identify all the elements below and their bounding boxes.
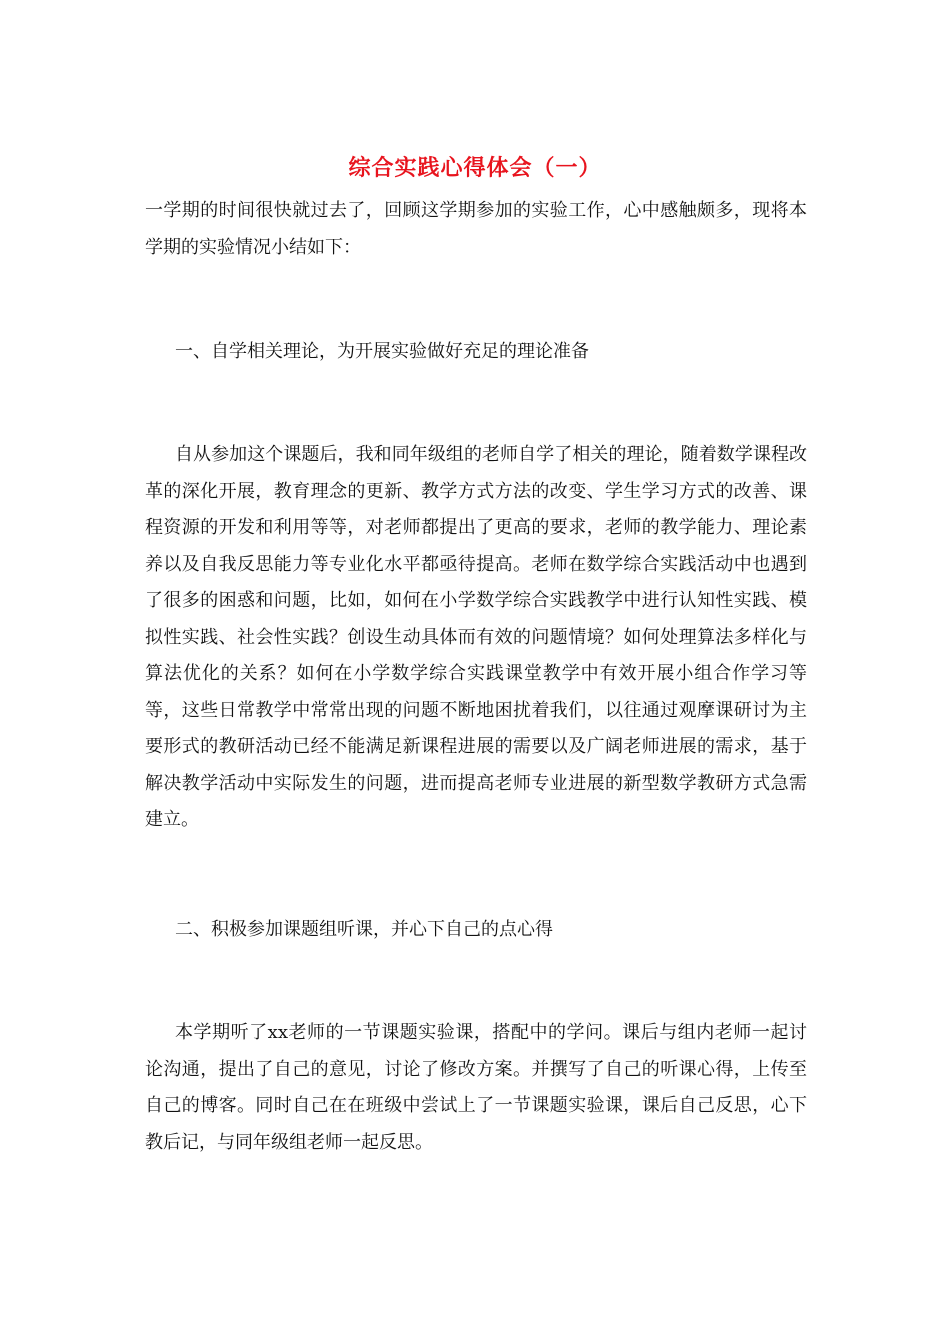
section-2-heading: 二、积极参加课题组听课，并心下自己的点心得: [175, 919, 553, 940]
section-2-body: 本学期听了xx老师的一节课题实验课，搭配中的学问。课后与组内老师一起讨论沟通，提出了自己的意见，讨论了修改方案。并撰写了自己的听课心得，上传至自己的博客。同时自己在在班级中尝试上了一节课题实验课，课后自己反思，心下教后记，与同年级组老师一起反思。: [145, 1022, 807, 1153]
section-1-heading: 一、自学相关理论，为开展实验做好充足的理论准备: [175, 341, 589, 362]
intro-paragraph: 一学期的时间很快就过去了，回顾这学期参加的实验工作，心中感触颇多，现将本学期的实验情况小结如下：: [145, 200, 807, 258]
section-1-body: 自从参加这个课题后，我和同年级组的老师自学了相关的理论，随着数学课程改革的深化开展，教育理念的更新、教学方式方法的改变、学生学习方式的改善、课程资源的开发和利用等等，对老师都提出了更高的要求，老师的教学能力、理论素养以及自我反思能力等专业化水平都亟待提高。老师在数学综合实践活动中也遇到了很多的困惑和问题，比如，如何在小学数学综合实践教学中进行认知性实践、模拟性实践、社会性实践？创设生动具体而有效的问题情境？如何处理算法多样化与算法优化的关系？如何在小学数学综合实践课堂教学中有效开展小组合作学习等等，这些日常教学中常常出现的问题不断地困扰着我们，以往通过观摩课研讨为主要形式的教研活动已经不能满足新课程进展的需要以及广阔老师进展的需求，基于解决教学活动中实际发生的问题，进而提高老师专业进展的新型数学教研方式急需建立。: [145, 444, 807, 830]
document-title: 综合实践心得体会（一）: [348, 155, 602, 181]
